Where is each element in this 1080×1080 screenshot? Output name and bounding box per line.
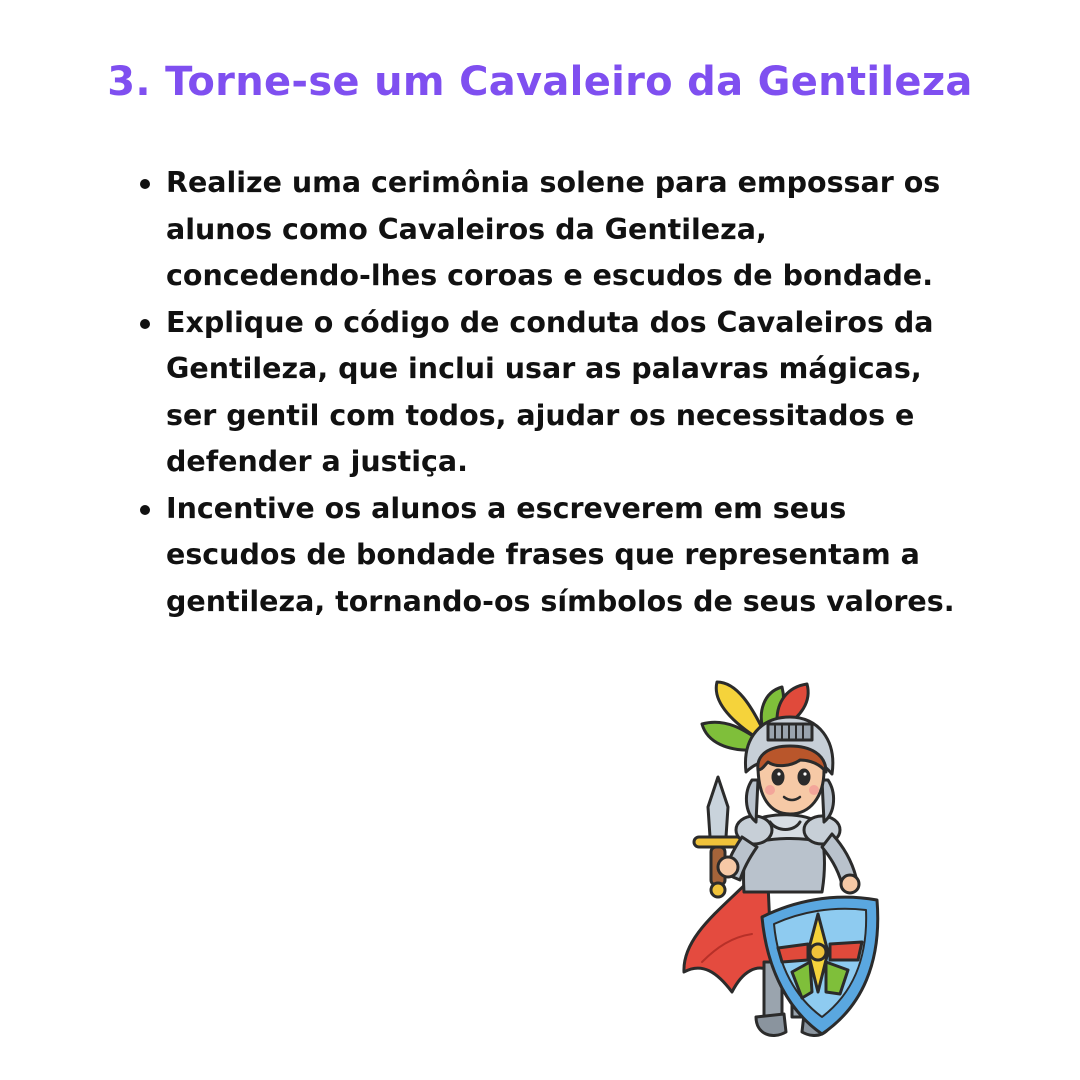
list-item: Explique o código de conduta dos Cavaleiros da Gentileza, que inclui usar as palavras mágicas, ser gentil com todos, ajudar os necessitados e defender a justiça. bbox=[140, 300, 980, 486]
knight-with-shield-and-sword-icon bbox=[672, 662, 892, 1062]
list-item: Realize uma cerimônia solene para empossar os alunos como Cavaleiros da Gentileza, concedendo-lhes coroas e escudos de bondade. bbox=[140, 160, 980, 300]
bullet-list bbox=[140, 160, 980, 625]
list-item: Incentive os alunos a escreverem em seus escudos de bondade frases que representam a gentileza, tornando-os símbolos de seus valores. bbox=[140, 486, 980, 626]
page-title: 3. Torne-se um Cavaleiro da Gentileza bbox=[107, 59, 973, 105]
